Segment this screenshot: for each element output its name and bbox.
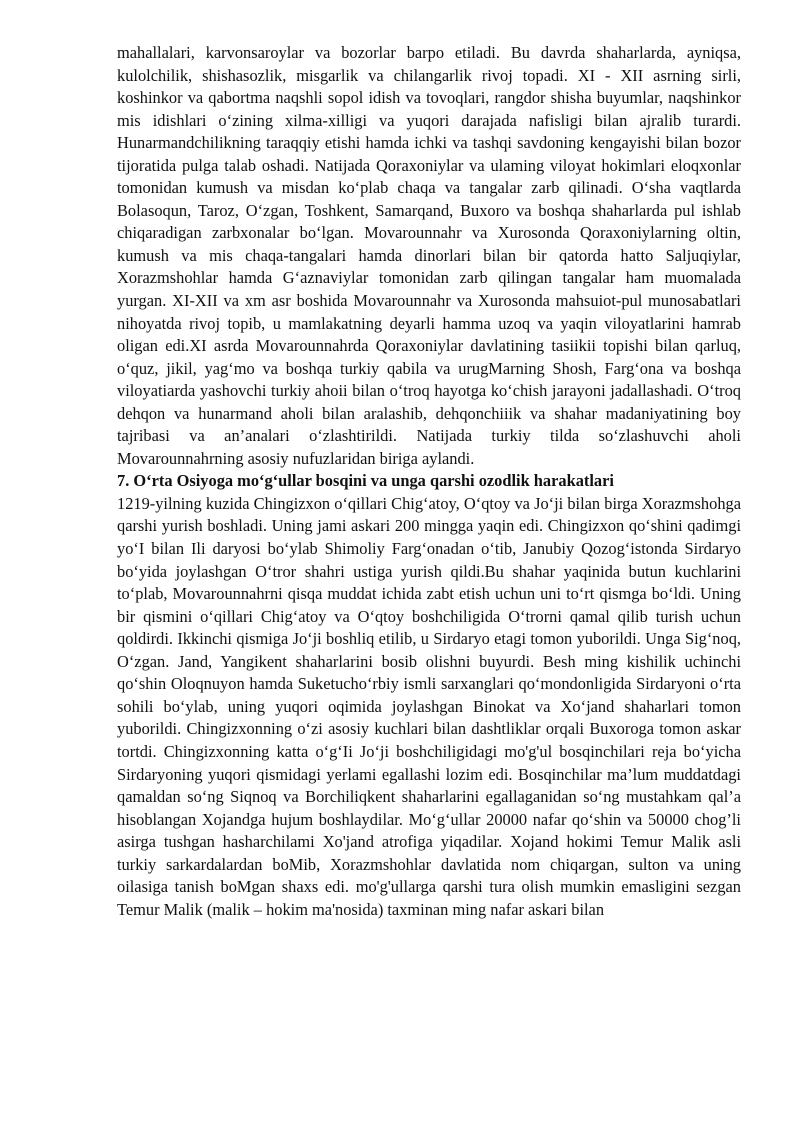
body-paragraph: mahallalari, karvonsaroylar va bozorlar barpo etiladi. Bu davrda shaharlarda, ayniqsa, kulolchilik, shishasozlik, misgarlik va chilangarlik rivoj topadi. XI - XII asrning sirli, koshinkor va qabortma naqshli sopol idish va tovoqlari, rangdor shisha buyumlar, naqshinkor mis idishlari o‘zining xilma-xilligi va yuqori darajada nafisligi bilan ajralib turardi. Hunarmandchilikning taraqqiy etishi hamda ichki va tashqi savdoning kengayishi bilan bozor tijoratida pulga talab oshadi. Natijada Qoraxoniylar va ulaming viloyat hokimlari eloqxonlar tomonidan kumush va misdan ko‘plab chaqa va tangalar zarb qilinadi. O‘sha vaqtlarda Bolasoqun, Taroz, O‘zgan, Toshkent, Samarqand, Buxoro va boshqa shaharlarda pul ishlab chiqaradigan zarbxonalar bo‘lgan. Movarounnahr va Xurosonda Qoraxoniylarning oltin, kumush va mis chaqa-tangalari hamda dinorlari bilan bir qatorda hatto Saljuqiylar, Xorazmshohlar hamda G‘aznaviylar tomonidan zarb qilingan tangalar ham muomalada yurgan. XI-XII va xm asr boshida Movarounnahr va Xurosonda mahsuiot-pul munosabatlari nihoyatda rivoj topib, u mamlakatning deyarli hamma uzoq va yaqin viloyatlarini hamrab oligan edi.XI asrda Movarounnahrda Qoraxoniylar davlatining tasiikii topishi bilan qarluq, o‘quz, jikil, yag‘mo va boshqa turkiy qabila va urugMarning Shosh, Farg‘ona va boshqa viloyatiarda yashovchi turkiy ahoii bilan o‘troq hayotga ko‘chish jarayoni jadallashadi. O‘troq dehqon va hunarmand aholi bilan aralashib, dehqonchiiik va shahar madaniyatining boy tajribasi va an’analari o‘zlashtirildi. Natijada turkiy tilda so‘zlashuvchi aholi Movarounnahrning asosiy nufuzlaridan biriga aylandi. [117,43,741,468]
body-paragraph: 1219-yilning kuzida Chingizxon o‘qillari Chig‘atoy, O‘qtoy va Jo‘ji bilan birga Xorazmshohga qarshi yurish boshladi. Uning jami askari 200 mingga yaqin edi. Chingizxon qo‘shini qadimgi yo‘I bilan Ili daryosi bo‘ylab Shimoliy Farg‘onadan o‘tib, Janubiy Qozog‘istonda Sirdaryo bo‘yida joylashgan O‘tror shahri ustiga yurish qildi.Bu shahar yaqinida butun kuchlarini to‘plab, Movarounnahrni qisqa muddat ichida zabt etish uchun uni to‘rt qismga bo‘ldi. Uning bir qismini o‘qillari Chig‘atoy va O‘qtoy boshchiligida O‘trorni qamal qilib turish uchun qoldirdi. Ikkinchi qismiga Jo‘ji boshliq etilib, u Sirdaryo etagi tomon yuborildi. Unga Sig‘noq, O‘zgan. Jand, Yangikent shaharlarini bosib olishni buyurdi. Besh ming kishilik uchinchi qo‘shin Oloqnuyon hamda Suketucho‘rbiy ismli sarxanglari qo‘mondonligida Sirdaryoni o‘rta sohili bo‘ylab, uning yuqori oqimida joylashgan Binokat va Xo‘jand shaharlari tomon yuborildi. Chingizxonning o‘zi asosiy kuchlari bilan dashtliklar orqali Buxoroga tomon askar tortdi. Chingizxonning katta o‘g‘Ii Jo‘ji boshchiligidagi mo'g'ul bosqinchilari reja bo‘yicha Sirdaryoning yuqori qismidagi yerlami egallashi lozim edi. Bosqinchilar ma’lum muddatdagi qamaldan so‘ng Siqnoq va Borchiliqkent shaharlarini egallaganidan so‘ng mustahkam qal’a hisoblangan Xojandga hujum boshlaydilar. Mo‘g‘ullar 20000 nafar qo‘shin va 50000 chog’li asirga tushgan hasharchilami Xo'jand atrofiga yiqadilar. Xojand hokimi Temur Malik asli turkiy sarkardalardan boMib, Xorazmshohlar davlatida nom chiqargan, sulton va uning oilasiga tanish boMgan shaxs edi. mo'g'ullarga qarshi tura olish mumkin emasligini sezgan Temur Malik (malik – hokim ma'nosida) taxminan ming nafar askari bilan [117,493,741,919]
document-page [117,42,741,921]
section-heading: 7. O‘rta Osiyoga mo‘g‘ullar bosqini va unga qarshi ozodlik harakatlari [117,471,614,491]
